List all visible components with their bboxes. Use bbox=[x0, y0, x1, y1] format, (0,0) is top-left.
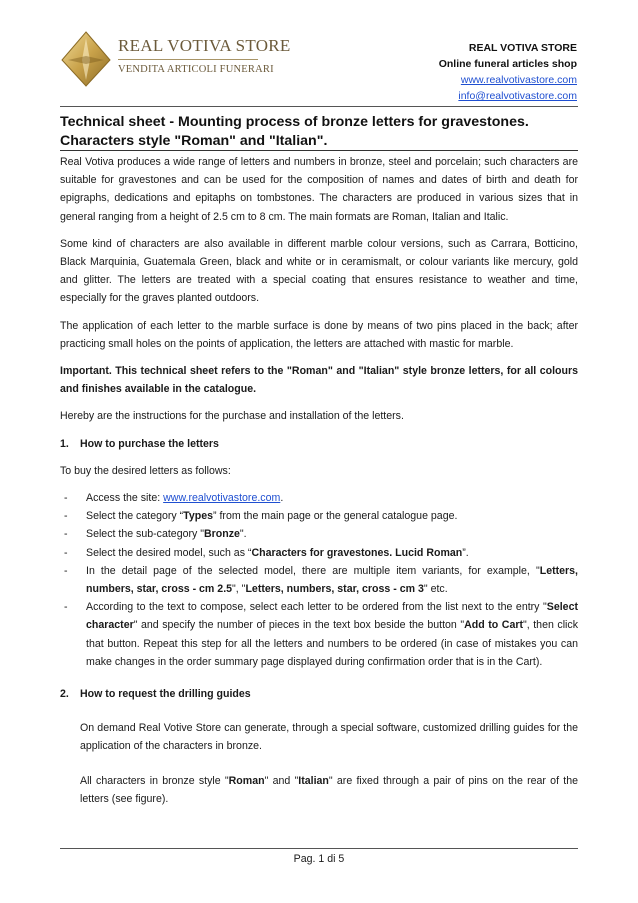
list-dash: - bbox=[64, 601, 68, 614]
section-2-number: 2. bbox=[60, 688, 69, 701]
website-link[interactable]: www.realvotivastore.com bbox=[460, 74, 577, 86]
title-rule bbox=[60, 150, 578, 151]
list-text: ” from the main page or the general catalogue page. bbox=[213, 510, 458, 523]
paragraph-instructions: Hereby are the instructions for the purchase and installation of the letters. bbox=[60, 410, 404, 423]
paragraph-intro: Real Votiva produces a wide range of letters and numbers in bronze, steel and porcelain; such characters are suitable for gravestones and can be used for the composition of names and dates of birth and death for epigraphs, dedications and epitaphs on tombstones. The characters are produced in various sizes that in general ranging from a height of 2.5 cm to 8 cm. The main formats are Roman, Italian and Italic. bbox=[60, 156, 578, 223]
list-bold-text: Add to Cart bbox=[464, 619, 523, 632]
section-1-title: How to purchase the letters bbox=[80, 437, 219, 450]
list-text: ", then click that button. Repeat this step for all the letters and numbers to be ordered (in case of mistakes you can make changes in the order summary page displayed during confirmation order that is in the Cart). bbox=[86, 619, 578, 668]
para-text: " are fixed through a pair of pins on the rear of the letters (see figure). bbox=[80, 774, 578, 805]
title-line-1: Technical sheet - Mounting process of bronze letters for gravestones. bbox=[60, 114, 529, 130]
store-website-link[interactable]: www.realvotivastore.com bbox=[163, 492, 281, 505]
list-item bbox=[60, 489, 578, 507]
logo-emblem-icon bbox=[60, 30, 112, 88]
company-name: REAL VOTIVA STORE bbox=[468, 42, 577, 54]
section-2-paragraph-1: On demand Real Votive Store can generate, through a special software, customized drilling guides for the application of the characters in bronze. bbox=[80, 722, 578, 753]
list-item bbox=[60, 525, 578, 543]
list-dash: - bbox=[64, 546, 68, 559]
list-dash: - bbox=[64, 492, 68, 505]
para-text: All characters in bronze style " bbox=[80, 774, 229, 787]
title-line-2: Characters style "Roman" and "Italian". bbox=[60, 133, 328, 149]
company-tagline: Online funeral articles shop bbox=[438, 58, 577, 70]
list-bold-text: Select character bbox=[86, 601, 578, 632]
page-number: Pag. 1 di 5 bbox=[293, 853, 345, 865]
list-item bbox=[60, 507, 578, 525]
list-text: ”. bbox=[462, 546, 469, 559]
list-text: Select the category “ bbox=[86, 510, 184, 523]
paragraph-important: Important. This technical sheet refers to the "Roman" and "Italian" style bronze letters, for all colours and finishes available in the catalogue. bbox=[60, 365, 578, 396]
list-bold-text: Characters for gravestones. Lucid Roman bbox=[251, 546, 463, 559]
list-item bbox=[60, 544, 578, 562]
list-bold-text: Bronze bbox=[204, 528, 240, 541]
company-logo bbox=[60, 28, 291, 90]
para-text: " and " bbox=[264, 774, 299, 787]
paragraph-colours: Some kind of characters are also available in different marble colour versions, such as Carrara, Botticino, Black Marquinia, Guatemala Green, black and white or in ceramismalt, or colour variants like mercury, gold and glitter. The letters are treated with a special coating that ensures resistance to weather and time, especially for the graves planted outdoors. bbox=[60, 237, 578, 305]
paragraph-application: The application of each letter to the marble surface is done by means of two pins placed in the back; after practicing small holes on the points of application, the letters are attached with mastic for marble. bbox=[60, 319, 578, 350]
list-text: Select the desired model, such as “ bbox=[86, 546, 252, 559]
list-text: ". bbox=[239, 528, 247, 541]
list-text: " etc. bbox=[423, 583, 448, 596]
list-text: ", " bbox=[232, 583, 246, 596]
logo-subtitle: VENDITA ARTICOLI FUNERARI bbox=[118, 64, 274, 75]
list-text: According to the text to compose, select each letter to be ordered from the list next to the entry " bbox=[86, 601, 547, 614]
section-2-heading bbox=[60, 685, 578, 703]
list-bold-text: Letters, numbers, star, cross - cm 2.5 bbox=[86, 564, 578, 596]
list-dash: - bbox=[64, 510, 68, 523]
contact-block bbox=[439, 40, 577, 104]
para-bold-text: Roman bbox=[228, 774, 265, 787]
list-dash: - bbox=[64, 564, 68, 577]
purchase-steps-list bbox=[60, 489, 578, 671]
list-text: " and specify the number of pieces in the text box beside the button " bbox=[133, 619, 465, 632]
logo-brand-text: REAL VOTIVA STORE bbox=[118, 36, 291, 55]
section-1-intro: To buy the desired letters as follows: bbox=[60, 464, 231, 477]
list-dash: - bbox=[64, 528, 68, 541]
list-bold-text: Letters, numbers, star, cross - cm 3 bbox=[245, 583, 424, 596]
header-rule bbox=[60, 106, 578, 107]
document-title bbox=[60, 113, 578, 151]
list-text: Select the sub-category " bbox=[86, 528, 205, 541]
section-2-title: How to request the drilling guides bbox=[80, 688, 251, 701]
list-item bbox=[60, 562, 578, 598]
footer-rule bbox=[60, 848, 578, 849]
section-2-paragraph-2 bbox=[60, 772, 578, 808]
section-1-heading bbox=[60, 435, 578, 453]
list-text: In the detail page of the selected model, there are multiple item variants, for example, " bbox=[86, 564, 540, 577]
list-text: Access the site: bbox=[86, 492, 164, 505]
list-text: . bbox=[280, 492, 284, 505]
list-bold-text: Types bbox=[183, 510, 214, 523]
list-item bbox=[60, 598, 578, 671]
logo-divider bbox=[118, 59, 258, 60]
document-body bbox=[60, 153, 578, 817]
section-1-number: 1. bbox=[60, 437, 69, 450]
para-bold-text: Italian bbox=[298, 774, 329, 787]
email-link[interactable]: info@realvotivastore.com bbox=[458, 90, 577, 102]
